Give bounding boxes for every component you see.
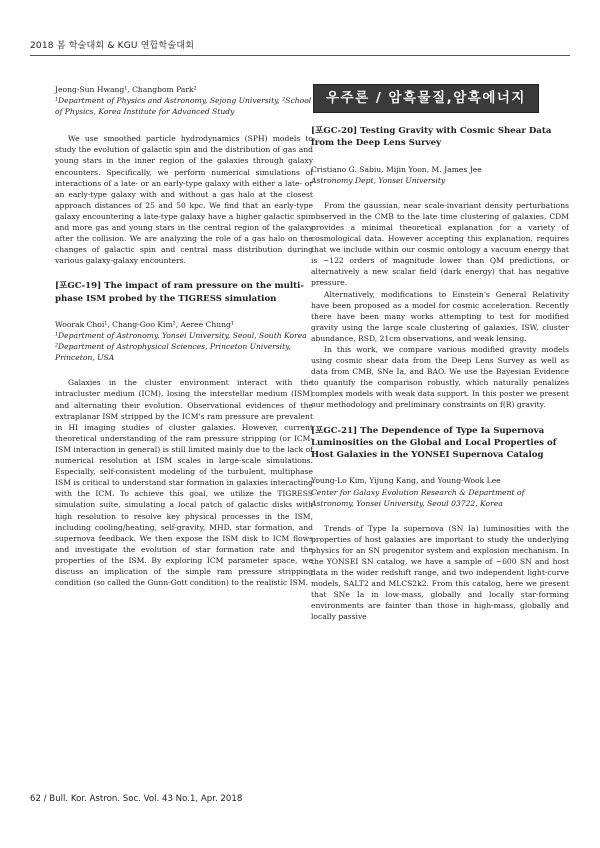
abstract-body: Trends of Type Ia supernova (SN Ia) luminosities with the properties of host galaxies are important to study the underlying physics for an SN progenitor system and explosion mechanism. In the YONSEI SN catalog, we have a sample of ~600 SN and host data in the wider redshift range, and two independent light-curve models, SALT2 and MLCS2k2. From this catalog, here we present that SNe Ia in low-mass, globally and locally star-forming environments are fainter than those in high-mass, globally and locally passive <box>311 523 569 622</box>
abstract-affiliation: ¹Department of Physics and Astronomy, Sejong University, ²School of Physics, Korea Institute for Advanced Study <box>55 96 312 117</box>
running-header: 2018 봄 학술대회 & KGU 연합학술대회 <box>30 41 195 51</box>
abstract-body: Alternatively, modifications to Einstein's General Relativity have been proposed as a model for cosmic acceleration. Recently there have been many works attempting to test for modified gravity using the large scale clustering of galaxies, ISW, cluster abundance, RSD, 21cm observations, and weak lensing. <box>311 289 569 343</box>
page-footer: 62 / Bull. Kor. Astron. Soc. Vol. 43 No.1, Apr. 2018 <box>30 794 243 804</box>
abstract-affiliation: Center for Galaxy Evolution Research & Department of Astronomy, Yonsei University, Seoul 03722, Korea <box>311 487 525 508</box>
left-column <box>55 84 313 588</box>
abstract-title: [포GC-19] The impact of ram pressure on the multi-phase ISM probed by the TIGRESS simulation <box>55 281 304 304</box>
abstract-title: [포GC-20] Testing Gravity with Cosmic Shear Data from the Deep Lens Survey <box>311 126 552 149</box>
abstract-body: In this work, we compare various modified gravity models using cosmic shear data from the Deep Lens Survey as well as data from CMB, SNe Ia, and BAO. We use the Bayesian Evidence to quantify the comparison robustly, which naturally penalizes complex models with weak data support. In this poster we present our methodology and preliminary constraints on f(R) gravity. <box>311 345 569 410</box>
abstract-affiliation: Astronomy Dept, Yonsei University <box>311 175 446 185</box>
abstract-authors: Young-Lo Kim, Yijung Kang, and Young-Wook Lee <box>311 476 501 486</box>
abstract-authors: Jeong-Sun Hwang¹, Changbom Park² <box>55 85 197 94</box>
abstract-title: [포GC-21] The Dependence of Type Ia Supernova Luminosities on the Global and Local Properties of Host Galaxies in the YONSEI Supernova Catalog <box>311 425 557 461</box>
right-column <box>311 84 569 623</box>
abstract-body: Galaxies in the cluster environment interact with the intracluster medium (ICM), losing the interstellar medium (ISM) and alternating their evolution. Observational evidences of the extraplanar ISM stripped by the ICM's ram pressure are prevalent in HI imaging studies of cluster galaxies. However, current theoretical understanding of the ram pressure stripping (or ICM-ISM interaction in general) is still limited mainly due to the lack of numerical resolution at ISM scales in large-scale simulations. Especially, self-consistent modeling of the turbulent, multiphase ISM is critical to understand star formation in galaxies interacting with the ICM. To achieve this goal, we utilize the TIGRESS simulation suite, simulating a local patch of galactic disks with high resolution to resolve key physical processes in the ISM, including cooling/heating, self-gravity, MHD, star formation, and supernova feedback. We then expose the ISM disk to ICM flows and investigate the evolution of star formation rate and the properties of the ISM. By exploring ICM parameter space, we discuss an implication of the simple ram pressure stripping condition (so called the Gunn-Gott condition) to the realistic ISM. <box>55 378 313 588</box>
abstract-authors: Cristiano G. Sabiu, Mijin Yoon, M. James Jee <box>311 164 482 174</box>
abstract-affiliation: ¹Department of Astronomy, Yonsei University, Seoul, South Korea ²Department of Astrophysical Sciences, Princeton University, Princeton, USA <box>55 331 307 363</box>
header-divider <box>30 55 570 56</box>
abstract-body: We use smoothed particle hydrodynamics (SPH) models to study the evolution of galactic spin and the distribution of gas and young stars in the inner region of the galaxies through galaxy encounters. Specifically, we perform numerical simulations of interactions of a late- or an early-type galaxy with either a late- or an early-type galaxy with and without a gas halo at the closest approach distances of 25 and 50 kpc. We find that an early-type galaxy encountering a late-type galaxy have a higher galactic spin and more gas and young stars in the central region of the galaxy after the collision. We are analyzing the role of a gas halo on the changes of galactic spin and central mass distribution during various galaxy-galaxy encounters. <box>55 134 313 266</box>
abstract-body: From the gaussian, near scale-invariant density perturbations observed in the CMB to the late time clustering of galaxies, CDM provides a minimal theoretical explanation for a variety of cosmological data. However accepting this explanation, requires that we include within our cosmic ontology a vacuum energy that is ~122 orders of magnitude lower than QM predictions, or alternatively a new scalar field (dark energy) that has negative pressure. <box>311 200 569 288</box>
section-banner: 우주론 / 암흑물질,암흑에너지 <box>313 84 539 113</box>
abstract-authors: Woorak Choi¹, Chang-Goo Kim², Aeree Chung¹ <box>55 320 234 329</box>
